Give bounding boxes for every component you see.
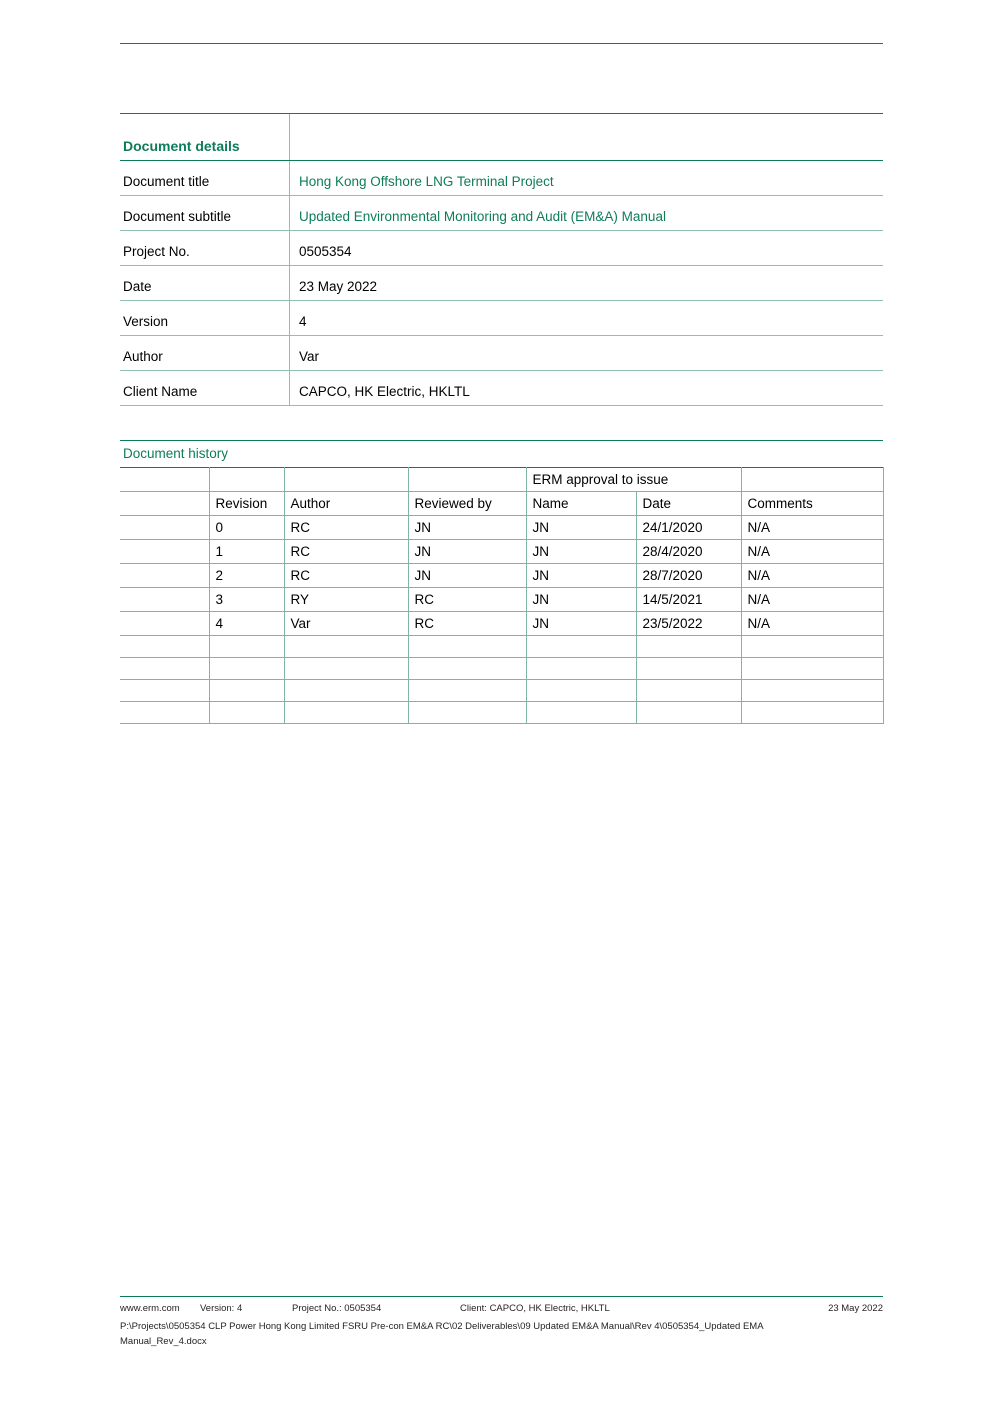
history-group-blank-6 xyxy=(741,468,883,492)
table-row xyxy=(120,540,883,564)
details-label-version: Version xyxy=(120,301,290,336)
history-row-5-author xyxy=(284,636,408,658)
history-row-1-reviewed-by: JN xyxy=(408,540,526,564)
details-value-date: 23 May 2022 xyxy=(290,266,884,301)
history-row-4-author: Var xyxy=(284,612,408,636)
history-header-blank xyxy=(120,492,209,516)
details-row-author xyxy=(120,336,883,371)
details-heading-text: Document details xyxy=(123,138,240,154)
history-row-0-blank xyxy=(120,516,209,540)
history-row-1-comments: N/A xyxy=(741,540,883,564)
table-row xyxy=(120,564,883,588)
history-row-7-author xyxy=(284,680,408,702)
details-label-title: Document title xyxy=(120,161,290,196)
history-row-0-comments: N/A xyxy=(741,516,883,540)
details-label-client-name: Client Name xyxy=(120,371,290,406)
history-row-3-reviewed-by: RC xyxy=(408,588,526,612)
history-row-7-revision xyxy=(209,680,284,702)
history-group-blank-2 xyxy=(284,468,408,492)
history-row-3-date: 14/5/2021 xyxy=(636,588,741,612)
details-label-project-no: Project No. xyxy=(120,231,290,266)
history-row-3-revision: 3 xyxy=(209,588,284,612)
history-row-4-comments: N/A xyxy=(741,612,883,636)
history-row-3-blank xyxy=(120,588,209,612)
details-row-client-name xyxy=(120,371,883,406)
details-heading-cell xyxy=(120,114,290,161)
table-row xyxy=(120,658,883,680)
details-heading-row xyxy=(120,114,883,161)
history-heading-text: Document history xyxy=(123,446,229,461)
document-history-table xyxy=(120,467,884,724)
details-label-subtitle: Document subtitle xyxy=(120,196,290,231)
history-row-4-name: JN xyxy=(526,612,636,636)
details-row-date xyxy=(120,266,883,301)
details-value-version: 4 xyxy=(290,301,884,336)
history-row-2-reviewed-by: JN xyxy=(408,564,526,588)
history-header-author: Author xyxy=(284,492,408,516)
history-row-8-date xyxy=(636,702,741,724)
history-row-1-author: RC xyxy=(284,540,408,564)
footer-website: www.erm.com xyxy=(120,1303,180,1314)
details-value-project-no: 0505354 xyxy=(290,231,884,266)
history-row-0-date: 24/1/2020 xyxy=(636,516,741,540)
history-row-0-author: RC xyxy=(284,516,408,540)
history-row-2-author: RC xyxy=(284,564,408,588)
table-row xyxy=(120,680,883,702)
details-label-date: Date xyxy=(120,266,290,301)
history-row-1-name: JN xyxy=(526,540,636,564)
history-header-name: Name xyxy=(526,492,636,516)
details-heading-blank xyxy=(290,114,884,161)
history-row-3-author: RY xyxy=(284,588,408,612)
history-approval-group-label: ERM approval to issue xyxy=(526,468,741,492)
footer-rule xyxy=(120,1296,883,1297)
details-label-author: Author xyxy=(120,336,290,371)
history-row-8-name xyxy=(526,702,636,724)
history-row-2-name: JN xyxy=(526,564,636,588)
table-row xyxy=(120,516,883,540)
history-row-6-date xyxy=(636,658,741,680)
history-row-6-blank xyxy=(120,658,209,680)
document-details-table xyxy=(120,114,883,406)
footer-project-no: Project No.: 0505354 xyxy=(292,1303,382,1314)
history-row-6-comments xyxy=(741,658,883,680)
history-row-2-date: 28/7/2020 xyxy=(636,564,741,588)
footer-meta-row xyxy=(120,1303,883,1314)
history-row-5-date xyxy=(636,636,741,658)
history-row-8-revision xyxy=(209,702,284,724)
history-row-1-date: 28/4/2020 xyxy=(636,540,741,564)
history-row-7-comments xyxy=(741,680,883,702)
table-row xyxy=(120,636,883,658)
footer-file-path: P:\Projects\0505354 CLP Power Hong Kong Limited FSRU Pre-con EM&A RC\02 Deliverables\09 Updated EM&A Manual\Rev 4\0505354_Updated EMA Manual_Rev_4.docx xyxy=(120,1321,764,1347)
details-row-title xyxy=(120,161,883,196)
details-row-version xyxy=(120,301,883,336)
history-row-1-blank xyxy=(120,540,209,564)
history-row-2-revision: 2 xyxy=(209,564,284,588)
document-details-section xyxy=(120,113,883,406)
details-value-author: Var xyxy=(290,336,884,371)
history-header-date: Date xyxy=(636,492,741,516)
history-row-4-revision: 4 xyxy=(209,612,284,636)
details-value-client-name: CAPCO, HK Electric, HKLTL xyxy=(290,371,884,406)
history-row-8-reviewed-by xyxy=(408,702,526,724)
history-row-0-reviewed-by: JN xyxy=(408,516,526,540)
history-group-blank-0 xyxy=(120,468,209,492)
details-row-project-no xyxy=(120,231,883,266)
history-row-8-author xyxy=(284,702,408,724)
history-row-5-blank xyxy=(120,636,209,658)
page-footer xyxy=(120,1296,883,1349)
history-row-4-blank xyxy=(120,612,209,636)
history-row-5-reviewed-by xyxy=(408,636,526,658)
history-row-0-name: JN xyxy=(526,516,636,540)
history-row-5-comments xyxy=(741,636,883,658)
history-row-8-comments xyxy=(741,702,883,724)
history-row-5-revision xyxy=(209,636,284,658)
history-row-4-reviewed-by: RC xyxy=(408,612,526,636)
page-top-rule xyxy=(120,43,883,44)
history-row-3-name: JN xyxy=(526,588,636,612)
document-history-section xyxy=(120,440,883,724)
details-value-subtitle: Updated Environmental Monitoring and Audit (EM&A) Manual xyxy=(290,196,884,231)
history-group-blank-3 xyxy=(408,468,526,492)
history-row-6-name xyxy=(526,658,636,680)
history-header-revision: Revision xyxy=(209,492,284,516)
history-row-6-reviewed-by xyxy=(408,658,526,680)
details-row-subtitle xyxy=(120,196,883,231)
history-header-row xyxy=(120,492,883,516)
history-row-4-date: 23/5/2022 xyxy=(636,612,741,636)
history-header-reviewed-by: Reviewed by xyxy=(408,492,526,516)
history-row-7-blank xyxy=(120,680,209,702)
history-row-0-revision: 0 xyxy=(209,516,284,540)
history-row-2-comments: N/A xyxy=(741,564,883,588)
history-header-comments: Comments xyxy=(741,492,883,516)
footer-date: 23 May 2022 xyxy=(828,1303,883,1314)
history-row-2-blank xyxy=(120,564,209,588)
history-row-7-name xyxy=(526,680,636,702)
details-value-title: Hong Kong Offshore LNG Terminal Project xyxy=(290,161,884,196)
history-row-1-revision: 1 xyxy=(209,540,284,564)
history-group-blank-1 xyxy=(209,468,284,492)
history-row-5-name xyxy=(526,636,636,658)
table-row xyxy=(120,612,883,636)
history-row-3-comments: N/A xyxy=(741,588,883,612)
history-row-6-revision xyxy=(209,658,284,680)
table-row xyxy=(120,702,883,724)
history-row-6-author xyxy=(284,658,408,680)
history-row-7-reviewed-by xyxy=(408,680,526,702)
history-group-header-row xyxy=(120,468,883,492)
history-row-7-date xyxy=(636,680,741,702)
table-row xyxy=(120,588,883,612)
footer-client: Client: CAPCO, HK Electric, HKLTL xyxy=(460,1303,610,1314)
footer-version: Version: 4 xyxy=(200,1303,243,1314)
history-row-8-blank xyxy=(120,702,209,724)
